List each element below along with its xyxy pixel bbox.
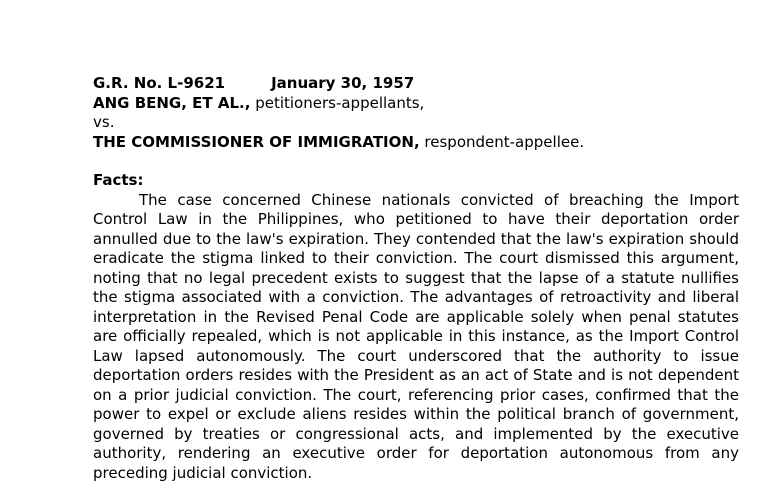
document-page — [93, 74, 739, 483]
facts-heading: Facts: — [93, 171, 739, 191]
versus-line: vs. — [93, 113, 739, 133]
decision-date: January 30, 1957 — [271, 74, 414, 94]
respondent-line — [93, 133, 739, 153]
spacer — [93, 152, 739, 171]
respondent-name: THE COMMISSIONER OF IMMIGRATION, — [93, 133, 420, 151]
petitioners-line — [93, 94, 739, 114]
facts-paragraph: The case concerned Chinese nationals convicted of breaching the Import Control Law in the Philippines, who petitioned to have their deportation order annulled due to the law's expiration. They contended that the law's expiration should eradicate the stigma linked to their conviction. The court dismissed this argument, noting that no legal precedent exists to suggest that the lapse of a statute nullifies the stigma associated with a conviction. The advantages of retroactivity and liberal interpretation in the Revised Penal Code are applicable solely when penal statutes are officially repealed, which is not applicable in this instance, as the Import Control Law lapsed autonomously. The court underscored that the authority to issue deportation orders resides with the President as an act of State and is not dependent on a prior judicial conviction. The court, referencing prior cases, confirmed that the power to expel or exclude aliens resides within the political branch of government, governed by treaties or congressional acts, and implemented by the executive authority, rendering an executive order for deportation autonomous from any preceding judicial conviction. — [93, 191, 739, 483]
petitioners-role: petitioners-appellants, — [250, 94, 424, 112]
respondent-role: respondent-appellee. — [420, 133, 584, 151]
gr-number: G.R. No. L-9621 — [93, 74, 225, 92]
petitioners-name: ANG BENG, ET AL., — [93, 94, 250, 112]
case-header — [93, 74, 739, 94]
